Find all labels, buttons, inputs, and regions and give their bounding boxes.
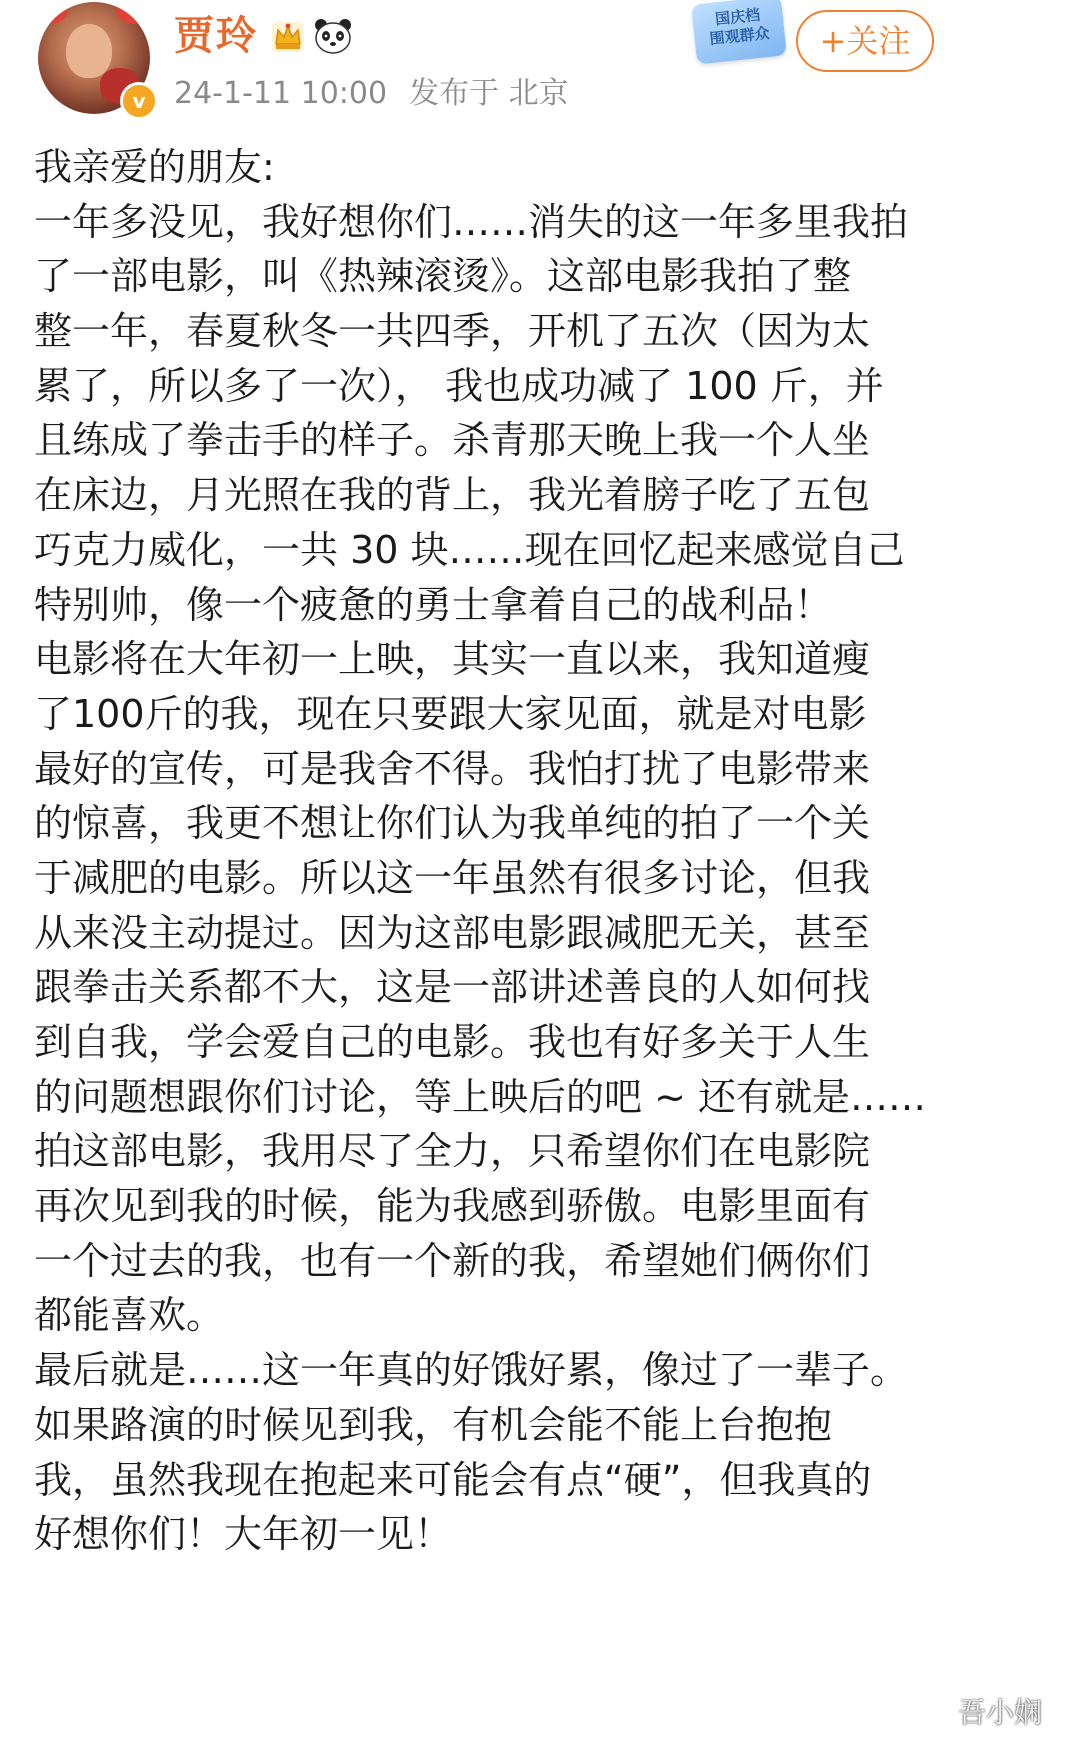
promo-badge-line-1: 国庆档 (714, 5, 761, 29)
post-line: 都能喜欢。 (34, 1293, 225, 1338)
post-line: 整一年，春夏秋冬一共四季，开机了五次（因为太 (34, 309, 871, 354)
post-line: 我亲爱的朋友: (34, 145, 275, 189)
post-line: 的惊喜，我更不想让你们认为我单纯的拍了一个关 (34, 801, 871, 846)
verified-icon: v (120, 82, 158, 120)
avatar[interactable] (38, 2, 150, 114)
watermark-text: 吾小娴 (958, 1696, 1043, 1729)
post-meta (174, 72, 569, 116)
watermark (958, 1691, 1066, 1735)
post-line: 了一部电影，叫《热辣滚烫》。这部电影我拍了整 (34, 254, 852, 299)
promo-badge-line-2: 围观群众 (708, 23, 771, 49)
post-line: 一年多没见，我好想你们……消失的这一年多里我拍 (34, 199, 909, 244)
post-line: 巧克力威化，一共 30 块……现在回忆起来感觉自己 (34, 527, 905, 572)
avatar-decoration (38, 2, 68, 24)
post-line: 特别帅，像一个疲惫的勇士拿着自己的战利品！ (34, 582, 833, 627)
panda-icon[interactable] (312, 16, 354, 56)
post-line: 最后就是……这一年真的好饿好累，像过了一辈子。 (34, 1348, 909, 1393)
post-line: 于减肥的电影。所以这一年虽然有很多讨论，但我 (34, 855, 871, 900)
avatar-face (66, 24, 112, 78)
post-line: 再次见到我的时候，能为我感到骄傲。电影里面有 (34, 1184, 871, 1229)
post-line: 一个过去的我，也有一个新的我，希望她们俩你们 (34, 1238, 871, 1283)
post-line: 好想你们！大年初一见！ (34, 1512, 453, 1557)
post-line: 在床边，月光照在我的背上，我光着膀子吃了五包 (34, 473, 871, 518)
post-header (0, 0, 1080, 150)
post-line: 从来没主动提过。因为这部电影跟减肥无关，甚至 (34, 910, 871, 955)
post-line: 累了，所以多了一次）， 我也成功减了 100 斤，并 (34, 363, 884, 408)
post-line: 如果路演的时候见到我，有机会能不能上台抱抱 (34, 1402, 833, 1447)
post-line: 到自我，学会爱自己的电影。我也有好多关于人生 (34, 1020, 871, 1064)
post-location: 发布于 北京 (409, 76, 569, 111)
post-line: 且练成了拳击手的样子。杀青那天晚上我一个人坐 (34, 418, 871, 463)
post-line: 我，虽然我现在抱起来可能会有点“硬”，但我真的 (34, 1457, 872, 1502)
post-line: 电影将在大年初一上映，其实一直以来，我知道瘦 (34, 637, 871, 682)
post-line: 拍这部电影，我用尽了全力，只希望你们在电影院 (34, 1129, 871, 1174)
avatar-decoration (116, 2, 150, 24)
post-timestamp: 24-1-11 10:00 (174, 76, 388, 111)
post-line: 的问题想跟你们讨论，等上映后的吧 ~ 还有就是…… (34, 1074, 927, 1119)
post-line: 最好的宣传，可是我舍不得。我怕打扰了电影带来 (34, 746, 871, 791)
follow-button[interactable]: +关注 (796, 10, 934, 72)
post-line: 跟拳击关系都不大，这是一部讲述善良的人如何找 (34, 965, 871, 1010)
post-content (34, 140, 944, 1562)
post-line: 了100斤的我，现在只要跟大家见面，就是对电影 (34, 691, 867, 736)
promo-badge[interactable] (691, 0, 787, 65)
crown-icon[interactable] (268, 16, 308, 56)
username[interactable]: 贾玲 (174, 13, 258, 59)
